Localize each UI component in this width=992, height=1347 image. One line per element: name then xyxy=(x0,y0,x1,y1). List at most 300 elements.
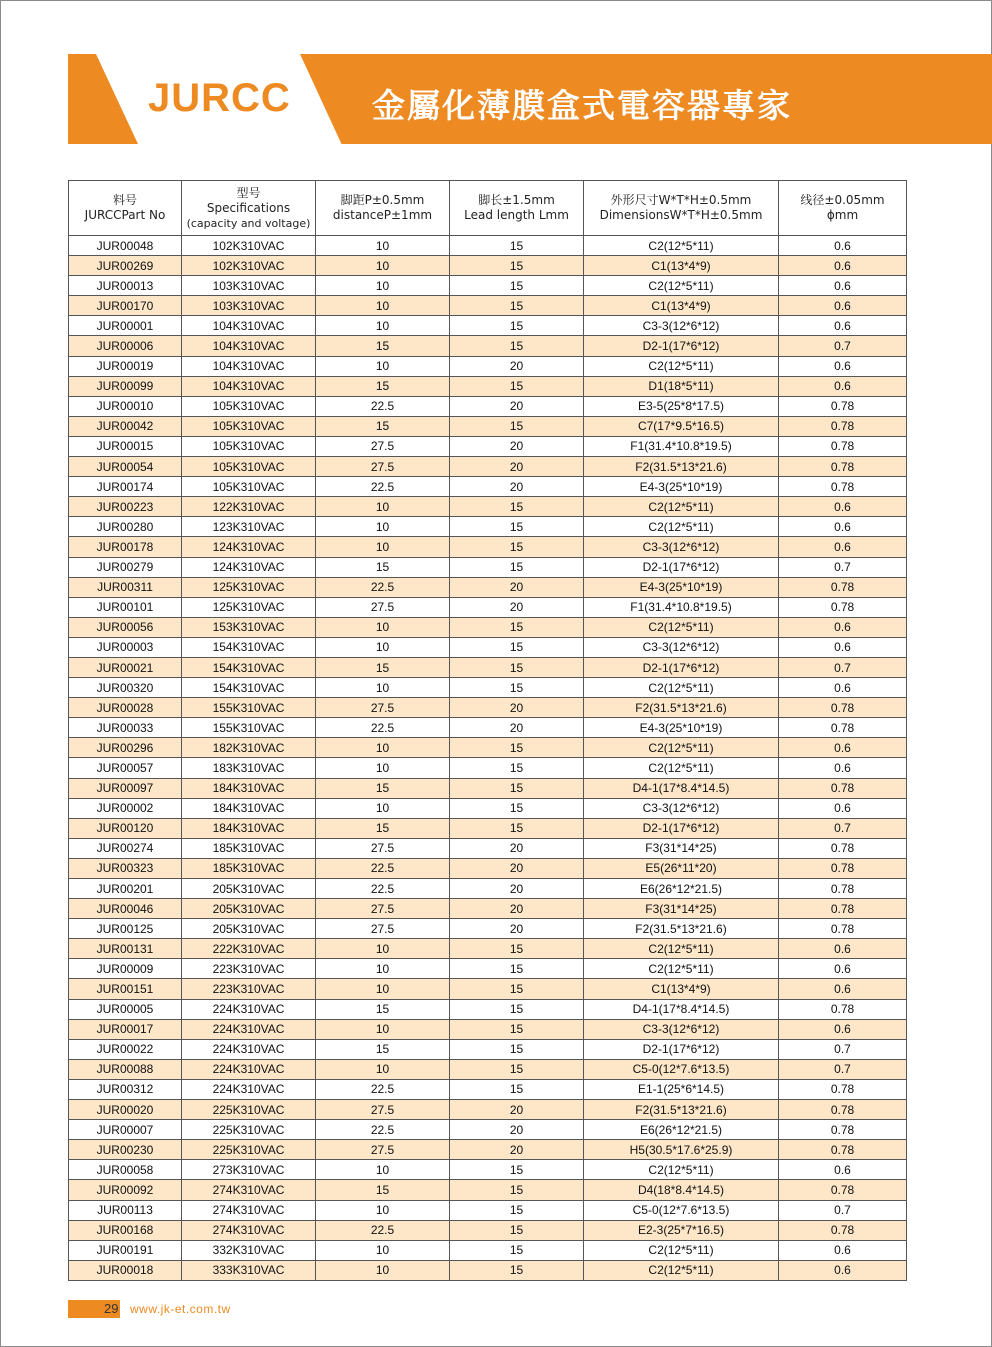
wire-diameter-cell: 0.6 xyxy=(779,1160,907,1180)
lead-length-cell: 15 xyxy=(450,959,584,979)
dimensions-cell: D2-1(17*6*12) xyxy=(584,818,779,838)
spec-cell: 184K310VAC xyxy=(182,818,316,838)
dimensions-cell: C3-3(12*6*12) xyxy=(584,537,779,557)
dimensions-cell: C3-3(12*6*12) xyxy=(584,1019,779,1039)
dimensions-cell: C2(12*5*11) xyxy=(584,959,779,979)
table-row xyxy=(69,1019,907,1039)
distance-cell: 27.5 xyxy=(316,457,450,477)
distance-cell: 27.5 xyxy=(316,698,450,718)
dimensions-cell: F2(31.5*13*21.6) xyxy=(584,457,779,477)
spec-cell: 103K310VAC xyxy=(182,276,316,296)
table-row xyxy=(69,959,907,979)
dimensions-cell: F1(31.4*10.8*19.5) xyxy=(584,597,779,617)
dimensions-cell: D2-1(17*6*12) xyxy=(584,336,779,356)
spec-cell: 124K310VAC xyxy=(182,557,316,577)
lead-length-cell: 15 xyxy=(450,1079,584,1099)
dimensions-cell: D2-1(17*6*12) xyxy=(584,557,779,577)
lead-length-cell: 15 xyxy=(450,296,584,316)
dimensions-cell: E4-3(25*10*19) xyxy=(584,577,779,597)
table-row xyxy=(69,296,907,316)
distance-cell: 22.5 xyxy=(316,477,450,497)
part-no-cell: JUR00018 xyxy=(69,1260,182,1280)
spec-cell: 223K310VAC xyxy=(182,979,316,999)
part-no-cell: JUR00269 xyxy=(69,256,182,276)
lead-length-cell: 15 xyxy=(450,1180,584,1200)
distance-cell: 22.5 xyxy=(316,1079,450,1099)
table-row xyxy=(69,1100,907,1120)
distance-cell: 10 xyxy=(316,1019,450,1039)
spec-cell: 155K310VAC xyxy=(182,718,316,738)
part-no-cell: JUR00088 xyxy=(69,1059,182,1079)
spec-cell: 222K310VAC xyxy=(182,939,316,959)
spec-cell: 273K310VAC xyxy=(182,1160,316,1180)
table-row xyxy=(69,738,907,758)
wire-diameter-cell: 0.7 xyxy=(779,657,907,677)
part-no-cell: JUR00021 xyxy=(69,657,182,677)
table-row xyxy=(69,1140,907,1160)
lead-length-cell: 15 xyxy=(450,1019,584,1039)
col-header-specifications: 型号 Specifications (capacity and voltage) xyxy=(182,181,316,236)
lead-length-cell: 20 xyxy=(450,698,584,718)
part-no-cell: JUR00046 xyxy=(69,899,182,919)
table-row xyxy=(69,457,907,477)
wire-diameter-cell: 0.7 xyxy=(779,1059,907,1079)
wire-diameter-cell: 0.78 xyxy=(779,436,907,456)
distance-cell: 27.5 xyxy=(316,1140,450,1160)
lead-length-cell: 15 xyxy=(450,999,584,1019)
spec-cell: 182K310VAC xyxy=(182,738,316,758)
lead-length-cell: 15 xyxy=(450,316,584,336)
dimensions-cell: D4(18*8.4*14.5) xyxy=(584,1180,779,1200)
table-row xyxy=(69,1039,907,1059)
wire-diameter-cell: 0.78 xyxy=(779,457,907,477)
dimensions-cell: C2(12*5*11) xyxy=(584,517,779,537)
dimensions-cell: E6(26*12*21.5) xyxy=(584,879,779,899)
wire-diameter-cell: 0.78 xyxy=(779,879,907,899)
distance-cell: 10 xyxy=(316,497,450,517)
wire-diameter-cell: 0.7 xyxy=(779,336,907,356)
table-row xyxy=(69,336,907,356)
dimensions-cell: C1(13*4*9) xyxy=(584,979,779,999)
lead-length-cell: 15 xyxy=(450,336,584,356)
wire-diameter-cell: 0.6 xyxy=(779,1019,907,1039)
part-no-cell: JUR00092 xyxy=(69,1180,182,1200)
wire-diameter-cell: 0.6 xyxy=(779,376,907,396)
dimensions-cell: E1-1(25*6*14.5) xyxy=(584,1079,779,1099)
spec-cell: 125K310VAC xyxy=(182,577,316,597)
lead-length-cell: 15 xyxy=(450,818,584,838)
wire-diameter-cell: 0.78 xyxy=(779,1140,907,1160)
wire-diameter-cell: 0.78 xyxy=(779,899,907,919)
lead-length-cell: 20 xyxy=(450,919,584,939)
dimensions-cell: D2-1(17*6*12) xyxy=(584,1039,779,1059)
wire-diameter-cell: 0.78 xyxy=(779,1120,907,1140)
distance-cell: 27.5 xyxy=(316,436,450,456)
dimensions-cell: C2(12*5*11) xyxy=(584,276,779,296)
table-row xyxy=(69,939,907,959)
part-no-cell: JUR00191 xyxy=(69,1240,182,1260)
part-no-cell: JUR00120 xyxy=(69,818,182,838)
part-no-cell: JUR00007 xyxy=(69,1120,182,1140)
distance-cell: 10 xyxy=(316,1260,450,1280)
spec-cell: 223K310VAC xyxy=(182,959,316,979)
wire-diameter-cell: 0.6 xyxy=(779,517,907,537)
part-no-cell: JUR00099 xyxy=(69,376,182,396)
spec-table xyxy=(68,180,907,1281)
brand-logo-text: JURCC xyxy=(148,76,291,120)
spec-cell: 225K310VAC xyxy=(182,1140,316,1160)
distance-cell: 15 xyxy=(316,1180,450,1200)
wire-diameter-cell: 0.78 xyxy=(779,838,907,858)
table-row xyxy=(69,1240,907,1260)
spec-cell: 105K310VAC xyxy=(182,416,316,436)
dimensions-cell: C2(12*5*11) xyxy=(584,1260,779,1280)
table-row xyxy=(69,617,907,637)
dimensions-cell: C2(12*5*11) xyxy=(584,617,779,637)
wire-diameter-cell: 0.78 xyxy=(779,597,907,617)
lead-length-cell: 15 xyxy=(450,657,584,677)
table-row xyxy=(69,477,907,497)
spec-cell: 104K310VAC xyxy=(182,356,316,376)
dimensions-cell: F3(31*14*25) xyxy=(584,899,779,919)
distance-cell: 10 xyxy=(316,979,450,999)
wire-diameter-cell: 0.6 xyxy=(779,316,907,336)
table-row xyxy=(69,718,907,738)
distance-cell: 27.5 xyxy=(316,899,450,919)
table-row xyxy=(69,758,907,778)
table-row xyxy=(69,1180,907,1200)
part-no-cell: JUR00170 xyxy=(69,296,182,316)
lead-length-cell: 20 xyxy=(450,838,584,858)
dimensions-cell: F2(31.5*13*21.6) xyxy=(584,919,779,939)
wire-diameter-cell: 0.6 xyxy=(779,738,907,758)
distance-cell: 27.5 xyxy=(316,838,450,858)
table-row xyxy=(69,1220,907,1240)
spec-cell: 184K310VAC xyxy=(182,798,316,818)
part-no-cell: JUR00020 xyxy=(69,1100,182,1120)
spec-cell: 183K310VAC xyxy=(182,758,316,778)
lead-length-cell: 15 xyxy=(450,1039,584,1059)
distance-cell: 22.5 xyxy=(316,879,450,899)
table-row xyxy=(69,276,907,296)
part-no-cell: JUR00017 xyxy=(69,1019,182,1039)
dimensions-cell: D1(18*5*11) xyxy=(584,376,779,396)
spec-cell: 225K310VAC xyxy=(182,1120,316,1140)
lead-length-cell: 20 xyxy=(450,356,584,376)
distance-cell: 15 xyxy=(316,818,450,838)
wire-diameter-cell: 0.78 xyxy=(779,1079,907,1099)
dimensions-cell: E4-3(25*10*19) xyxy=(584,477,779,497)
lead-length-cell: 15 xyxy=(450,1260,584,1280)
col-header-wire-diameter: 线径±0.05mm ϕmm xyxy=(779,181,907,236)
table-row xyxy=(69,316,907,336)
distance-cell: 15 xyxy=(316,778,450,798)
lead-length-cell: 15 xyxy=(450,738,584,758)
part-no-cell: JUR00054 xyxy=(69,457,182,477)
table-row xyxy=(69,637,907,657)
spec-cell: 105K310VAC xyxy=(182,396,316,416)
spec-cell: 104K310VAC xyxy=(182,376,316,396)
spec-cell: 274K310VAC xyxy=(182,1200,316,1220)
part-no-cell: JUR00009 xyxy=(69,959,182,979)
spec-cell: 274K310VAC xyxy=(182,1180,316,1200)
lead-length-cell: 15 xyxy=(450,497,584,517)
table-row xyxy=(69,436,907,456)
wire-diameter-cell: 0.7 xyxy=(779,1200,907,1220)
part-no-cell: JUR00279 xyxy=(69,557,182,577)
page-number: 29 xyxy=(104,1301,119,1316)
dimensions-cell: D4-1(17*8.4*14.5) xyxy=(584,999,779,1019)
wire-diameter-cell: 0.6 xyxy=(779,537,907,557)
dimensions-cell: E4-3(25*10*19) xyxy=(584,718,779,738)
part-no-cell: JUR00174 xyxy=(69,477,182,497)
part-no-cell: JUR00113 xyxy=(69,1200,182,1220)
lead-length-cell: 15 xyxy=(450,758,584,778)
wire-diameter-cell: 0.78 xyxy=(779,919,907,939)
spec-cell: 155K310VAC xyxy=(182,698,316,718)
wire-diameter-cell: 0.6 xyxy=(779,939,907,959)
wire-diameter-cell: 0.78 xyxy=(779,858,907,878)
lead-length-cell: 20 xyxy=(450,436,584,456)
lead-length-cell: 15 xyxy=(450,276,584,296)
distance-cell: 10 xyxy=(316,1240,450,1260)
table-row xyxy=(69,597,907,617)
dimensions-cell: C2(12*5*11) xyxy=(584,236,779,256)
spec-cell: 224K310VAC xyxy=(182,1039,316,1059)
dimensions-cell: C3-3(12*6*12) xyxy=(584,637,779,657)
lead-length-cell: 15 xyxy=(450,537,584,557)
spec-cell: 185K310VAC xyxy=(182,858,316,878)
dimensions-cell: F2(31.5*13*21.6) xyxy=(584,698,779,718)
distance-cell: 10 xyxy=(316,236,450,256)
distance-cell: 10 xyxy=(316,537,450,557)
wire-diameter-cell: 0.7 xyxy=(779,557,907,577)
distance-cell: 10 xyxy=(316,316,450,336)
table-row xyxy=(69,778,907,798)
dimensions-cell: E2-3(25*7*16.5) xyxy=(584,1220,779,1240)
dimensions-cell: C2(12*5*11) xyxy=(584,497,779,517)
distance-cell: 10 xyxy=(316,637,450,657)
spec-cell: 225K310VAC xyxy=(182,1100,316,1120)
distance-cell: 22.5 xyxy=(316,718,450,738)
spec-cell: 205K310VAC xyxy=(182,879,316,899)
spec-cell: 125K310VAC xyxy=(182,597,316,617)
part-no-cell: JUR00001 xyxy=(69,316,182,336)
distance-cell: 10 xyxy=(316,1200,450,1220)
wire-diameter-cell: 0.6 xyxy=(779,1260,907,1280)
wire-diameter-cell: 0.78 xyxy=(779,1220,907,1240)
part-no-cell: JUR00002 xyxy=(69,798,182,818)
lead-length-cell: 15 xyxy=(450,236,584,256)
wire-diameter-cell: 0.6 xyxy=(779,617,907,637)
distance-cell: 10 xyxy=(316,617,450,637)
dimensions-cell: C5-0(12*7.6*13.5) xyxy=(584,1200,779,1220)
part-no-cell: JUR00057 xyxy=(69,758,182,778)
table-row xyxy=(69,396,907,416)
spec-cell: 102K310VAC xyxy=(182,236,316,256)
dimensions-cell: E6(26*12*21.5) xyxy=(584,1120,779,1140)
header-slogan: 金屬化薄膜盒式電容器專家 xyxy=(372,86,792,125)
part-no-cell: JUR00101 xyxy=(69,597,182,617)
table-row xyxy=(69,1120,907,1140)
part-no-cell: JUR00022 xyxy=(69,1039,182,1059)
distance-cell: 15 xyxy=(316,1039,450,1059)
distance-cell: 15 xyxy=(316,557,450,577)
table-row xyxy=(69,1079,907,1099)
spec-cell: 184K310VAC xyxy=(182,778,316,798)
spec-cell: 333K310VAC xyxy=(182,1260,316,1280)
part-no-cell: JUR00312 xyxy=(69,1079,182,1099)
lead-length-cell: 15 xyxy=(450,678,584,698)
distance-cell: 22.5 xyxy=(316,1220,450,1240)
table-row xyxy=(69,818,907,838)
lead-length-cell: 20 xyxy=(450,396,584,416)
distance-cell: 10 xyxy=(316,276,450,296)
distance-cell: 27.5 xyxy=(316,919,450,939)
part-no-cell: JUR00006 xyxy=(69,336,182,356)
distance-cell: 10 xyxy=(316,356,450,376)
dimensions-cell: C2(12*5*11) xyxy=(584,939,779,959)
wire-diameter-cell: 0.7 xyxy=(779,818,907,838)
spec-cell: 205K310VAC xyxy=(182,919,316,939)
wire-diameter-cell: 0.6 xyxy=(779,637,907,657)
spec-cell: 103K310VAC xyxy=(182,296,316,316)
table-row xyxy=(69,657,907,677)
wire-diameter-cell: 0.6 xyxy=(779,236,907,256)
dimensions-cell: H5(30.5*17.6*25.9) xyxy=(584,1140,779,1160)
lead-length-cell: 15 xyxy=(450,517,584,537)
wire-diameter-cell: 0.78 xyxy=(779,577,907,597)
table-body xyxy=(69,236,907,1281)
dimensions-cell: F2(31.5*13*21.6) xyxy=(584,1100,779,1120)
distance-cell: 15 xyxy=(316,336,450,356)
table-row xyxy=(69,256,907,276)
distance-cell: 10 xyxy=(316,1160,450,1180)
part-no-cell: JUR00323 xyxy=(69,858,182,878)
wire-diameter-cell: 0.78 xyxy=(779,778,907,798)
distance-cell: 10 xyxy=(316,798,450,818)
table-row xyxy=(69,497,907,517)
lead-length-cell: 15 xyxy=(450,1059,584,1079)
table-row xyxy=(69,1059,907,1079)
part-no-cell: JUR00015 xyxy=(69,436,182,456)
spec-cell: 105K310VAC xyxy=(182,436,316,456)
footer-website: www.jk-et.com.tw xyxy=(130,1302,231,1316)
lead-length-cell: 20 xyxy=(450,597,584,617)
distance-cell: 10 xyxy=(316,678,450,698)
spec-cell: 105K310VAC xyxy=(182,477,316,497)
wire-diameter-cell: 0.6 xyxy=(779,296,907,316)
col-header-dimensions: 外形尺寸W*T*H±0.5mm DimensionsW*T*H±0.5mm xyxy=(584,181,779,236)
part-no-cell: JUR00003 xyxy=(69,637,182,657)
table-row xyxy=(69,376,907,396)
spec-cell: 154K310VAC xyxy=(182,678,316,698)
part-no-cell: JUR00280 xyxy=(69,517,182,537)
lead-length-cell: 15 xyxy=(450,617,584,637)
distance-cell: 15 xyxy=(316,376,450,396)
dimensions-cell: C2(12*5*11) xyxy=(584,738,779,758)
lead-length-cell: 15 xyxy=(450,778,584,798)
lead-length-cell: 20 xyxy=(450,718,584,738)
dimensions-cell: C2(12*5*11) xyxy=(584,1240,779,1260)
spec-cell: 104K310VAC xyxy=(182,336,316,356)
dimensions-cell: C2(12*5*11) xyxy=(584,356,779,376)
part-no-cell: JUR00320 xyxy=(69,678,182,698)
lead-length-cell: 20 xyxy=(450,457,584,477)
lead-length-cell: 20 xyxy=(450,1100,584,1120)
distance-cell: 10 xyxy=(316,959,450,979)
lead-length-cell: 20 xyxy=(450,879,584,899)
distance-cell: 22.5 xyxy=(316,396,450,416)
lead-length-cell: 15 xyxy=(450,637,584,657)
col-header-distance: 脚距P±0.5mm distanceP±1mm xyxy=(316,181,450,236)
part-no-cell: JUR00033 xyxy=(69,718,182,738)
table-row xyxy=(69,517,907,537)
table-row xyxy=(69,879,907,899)
table-row xyxy=(69,356,907,376)
part-no-cell: JUR00178 xyxy=(69,537,182,557)
lead-length-cell: 20 xyxy=(450,1120,584,1140)
table-row xyxy=(69,899,907,919)
part-no-cell: JUR00230 xyxy=(69,1140,182,1160)
wire-diameter-cell: 0.6 xyxy=(779,497,907,517)
part-no-cell: JUR00151 xyxy=(69,979,182,999)
distance-cell: 10 xyxy=(316,738,450,758)
table-row xyxy=(69,1200,907,1220)
distance-cell: 22.5 xyxy=(316,1120,450,1140)
lead-length-cell: 15 xyxy=(450,1160,584,1180)
dimensions-cell: C5-0(12*7.6*13.5) xyxy=(584,1059,779,1079)
lead-length-cell: 15 xyxy=(450,557,584,577)
dimensions-cell: C3-3(12*6*12) xyxy=(584,798,779,818)
spec-cell: 122K310VAC xyxy=(182,497,316,517)
spec-cell: 224K310VAC xyxy=(182,1079,316,1099)
dimensions-cell: D2-1(17*6*12) xyxy=(584,657,779,677)
wire-diameter-cell: 0.78 xyxy=(779,1180,907,1200)
part-no-cell: JUR00097 xyxy=(69,778,182,798)
part-no-cell: JUR00048 xyxy=(69,236,182,256)
part-no-cell: JUR00058 xyxy=(69,1160,182,1180)
lead-length-cell: 20 xyxy=(450,577,584,597)
part-no-cell: JUR00131 xyxy=(69,939,182,959)
table-row xyxy=(69,1160,907,1180)
lead-length-cell: 15 xyxy=(450,798,584,818)
spec-cell: 332K310VAC xyxy=(182,1240,316,1260)
wire-diameter-cell: 0.78 xyxy=(779,396,907,416)
table-row xyxy=(69,979,907,999)
table-row xyxy=(69,416,907,436)
dimensions-cell: E5(26*11*20) xyxy=(584,858,779,878)
part-no-cell: JUR00019 xyxy=(69,356,182,376)
spec-cell: 123K310VAC xyxy=(182,517,316,537)
table-row xyxy=(69,919,907,939)
distance-cell: 10 xyxy=(316,939,450,959)
table-row xyxy=(69,236,907,256)
spec-cell: 105K310VAC xyxy=(182,457,316,477)
lead-length-cell: 20 xyxy=(450,1140,584,1160)
part-no-cell: JUR00296 xyxy=(69,738,182,758)
wire-diameter-cell: 0.6 xyxy=(779,798,907,818)
spec-cell: 104K310VAC xyxy=(182,316,316,336)
dimensions-cell: C2(12*5*11) xyxy=(584,758,779,778)
wire-diameter-cell: 0.6 xyxy=(779,678,907,698)
table-row xyxy=(69,798,907,818)
lead-length-cell: 15 xyxy=(450,1240,584,1260)
dimensions-cell: C2(12*5*11) xyxy=(584,1160,779,1180)
lead-length-cell: 15 xyxy=(450,416,584,436)
lead-length-cell: 15 xyxy=(450,376,584,396)
distance-cell: 15 xyxy=(316,999,450,1019)
